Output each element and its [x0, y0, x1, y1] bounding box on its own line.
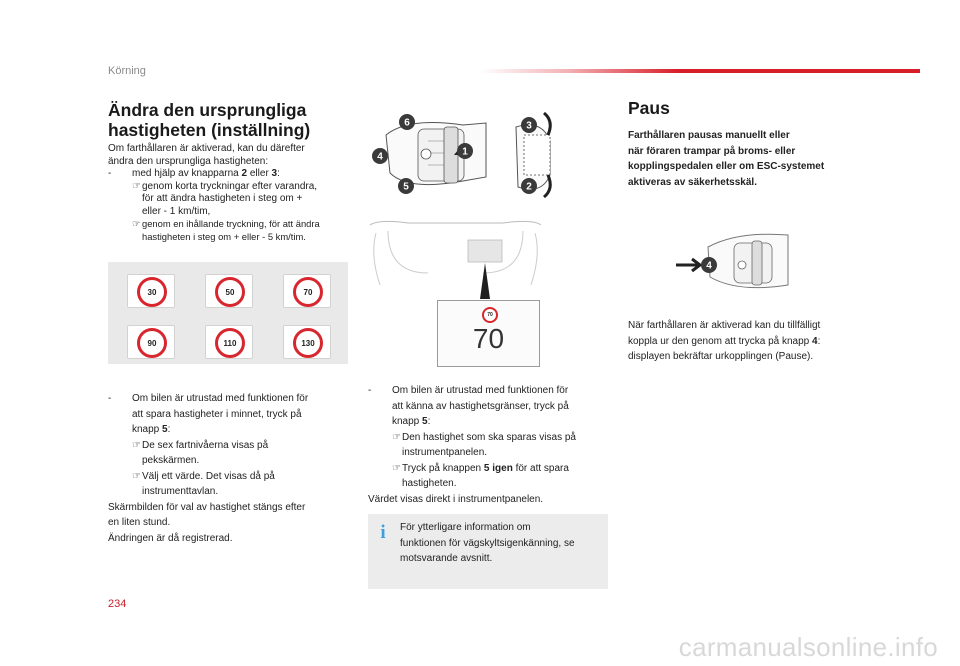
speed-sign-110: 110 — [215, 328, 245, 358]
pause-text: När farthållaren är aktiverad kan du tillfälligt koppla ur den genom att trycka på knapp 4: displayen bekräftar urkopplingen (Pause). — [628, 320, 821, 362]
pause-label-4 — [701, 257, 717, 273]
watermark: carmanualsonline.info — [678, 632, 938, 662]
lever-label-2 — [521, 178, 537, 194]
lever-label-6 — [399, 114, 415, 130]
arrow-icon: ☞ — [392, 431, 401, 443]
page-number: 234 — [108, 598, 127, 610]
pause-lever-illustration — [668, 225, 793, 295]
lever-label-5 — [398, 178, 414, 194]
arrow-item: ☞ genom en ihållande tryckning, för att ändra — [132, 218, 320, 229]
speed-tile[interactable] — [283, 325, 331, 359]
speed-tile[interactable] — [283, 274, 331, 308]
bullet-buttons: - med hjälp av knapparna 2 eller 3: — [108, 168, 280, 179]
header-divider — [480, 69, 920, 73]
speed-sign-90: 90 — [137, 328, 167, 358]
speed-sign-30: 30 — [137, 277, 167, 307]
arrow-item: ☞Tryck på knappen 5 igen för att spara — [368, 461, 613, 477]
lever-label-4 — [372, 148, 388, 164]
speed-sign-70: 70 — [293, 277, 323, 307]
arrow-icon: ☞ — [392, 462, 401, 474]
display-speed-value: 70 — [472, 323, 505, 354]
svg-text:4: 4 — [706, 260, 712, 272]
speed-sign-130: 130 — [293, 328, 323, 358]
info-text: För ytterligare information om funktionen för vägskyltsigenkänning, se motsvarande avsnitt. — [400, 522, 575, 564]
speed-limit-text: - Om bilen är utrustad med funktionen för att känna av hastighetsgränser, tryck på knapp 5: ☞Den hastighet som ska sparas visas på instrumentpanelen. ☞Tryck på knappen 5 igen för att spara hastigheten. Värdet visas direkt i instrumentpanelen. — [368, 383, 613, 507]
svg-text:1: 1 — [462, 146, 468, 158]
arrow-icon: ☞ — [132, 470, 141, 482]
arrow-item: ☞Den hastighet som ska sparas visas på — [368, 430, 613, 446]
speed-signs-panel — [108, 262, 348, 364]
svg-text:4: 4 — [377, 151, 383, 163]
svg-text:5: 5 — [403, 181, 409, 193]
info-note — [368, 514, 608, 589]
speed-sign-50: 50 — [215, 277, 245, 307]
arrow-icon: ☞ — [132, 180, 141, 192]
display-speed-sign: 70 — [482, 307, 498, 323]
arrow-item: ☞Välj ett värde. Det visas då på — [108, 469, 348, 485]
speed-tile[interactable] — [127, 274, 175, 308]
speed-tile[interactable] — [205, 325, 253, 359]
lever-label-3 — [521, 117, 537, 133]
memory-speed-text: - Om bilen är utrustad med funktionen för att spara hastigheter i minnet, tryck på knapp 5: ☞De sex fartnivåerna visas på pekskärmen. ☞Välj ett värde. Det visas då på instrumenttavlan. Skärmbilden för val av hastighet stängs efter en liten stund. Ändringen är då registrerad. — [108, 391, 348, 546]
speed-tile[interactable] — [205, 274, 253, 308]
intro-text: Om farthållaren är aktiverad, kan du därefter ändra den ursprungliga hastigheten: - med hjälp av knapparna 2 eller 3: ☞genom korta tryckningar efter varandra, för att ändra hastigheten i steg om + eller - 1 km/tim, ☞ genom en ihållande tryckning, för att ändra hastigheten i steg om + eller - 5 km/tim. — [108, 143, 348, 243]
arrow-icon: ☞ — [132, 439, 141, 451]
info-icon: i — [380, 522, 386, 543]
svg-text:6: 6 — [404, 117, 410, 129]
lever-label-1 — [457, 143, 473, 159]
svg-text:3: 3 — [526, 120, 532, 132]
instrument-panel-illustration — [368, 215, 543, 300]
cruise-lever-illustration — [368, 105, 568, 205]
arrow-item: ☞genom korta tryckningar efter varandra, — [132, 180, 318, 192]
arrow-item: ☞De sex fartnivåerna visas på — [108, 438, 348, 454]
arrow-icon: ☞ — [132, 218, 141, 229]
instrument-display — [437, 300, 540, 367]
svg-text:2: 2 — [526, 181, 532, 193]
speed-tile[interactable] — [127, 325, 175, 359]
section-title-pause: Paus — [628, 98, 670, 118]
section-title-change-speed: Ändra den ursprungliga hastigheten (inställning) — [108, 100, 311, 140]
section-label: Körning — [108, 65, 146, 77]
pause-conditions-text: Farthållaren pausas manuellt eller när föraren trampar på broms- eller kopplingspedalen eller om ESC-systemet aktiveras av säkerhetsskäl. — [628, 130, 825, 188]
